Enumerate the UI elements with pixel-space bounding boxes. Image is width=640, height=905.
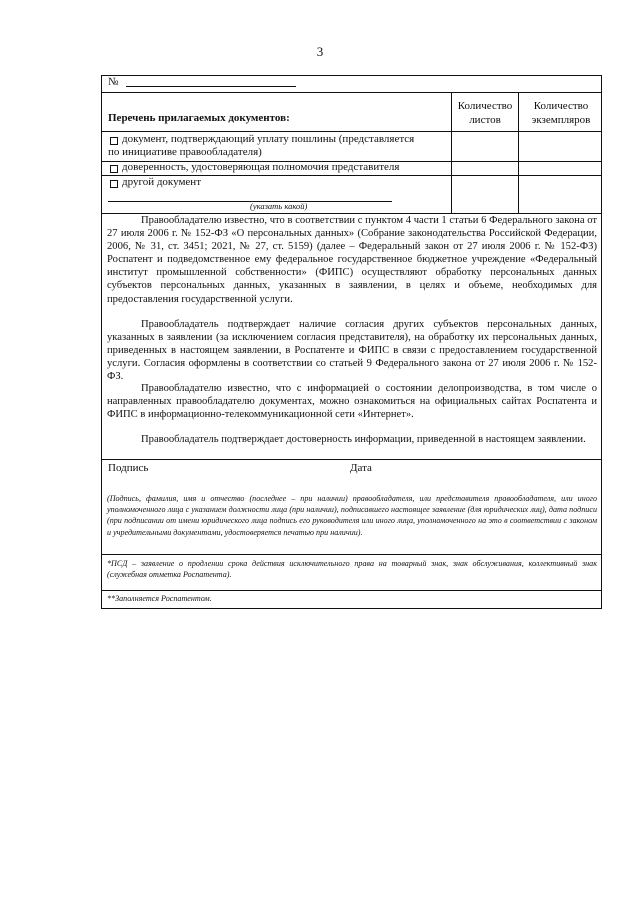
doc-fee-payment-line2: по инициативе правообладателя): [108, 146, 262, 158]
documents-list-title: Перечень прилагаемых документов:: [108, 112, 290, 124]
page-number: 3: [316, 44, 324, 59]
checkbox-power-of-attorney[interactable]: [110, 165, 118, 173]
column-divider-1: [451, 92, 452, 213]
row-divider: [102, 554, 601, 555]
row-divider: [102, 131, 601, 132]
doc-other-hint: (указать какой): [250, 201, 308, 211]
consent-paragraph-2: Правообладатель подтверждает наличие согласия других субъектов персональных данных, указанных в заявлении (за исключением согласия представителя), на обработку их персональных данных, приведенных в настоящем заявлении, в Роспатенте и ФИПС в связи с предоставлением государственной услуги. Согласия оформлены в соответствии со статьей 9 Федерального закона от 27 июля 2006 г. № 152-ФЗ.: [107, 319, 597, 383]
row-divider: [102, 92, 601, 93]
doc-other: другой документ: [122, 176, 202, 188]
number-field-line: [126, 86, 296, 87]
col-header-copies: Количество экземпляров: [531, 100, 591, 126]
signature-label: Подпись: [108, 462, 149, 474]
row-divider: [102, 590, 601, 591]
row-divider: [102, 459, 601, 460]
signature-note: (Подпись, фамилия, имя и отчество (последнее – при наличии) правообладателя, или представителя правообладателя, или иного уполномоченного лица с указанием должности лица (при наличии), подписавшего настоящее заявление (для юридических лиц), дата подписи (при подписании от имени юридического лица подпись его руководителя или иного лица, уполномоченного на это в соответствии с законом и учредительными документами, удостоверяется печатью при наличии).: [107, 494, 597, 537]
doc-power-of-attorney: доверенность, удостоверяющая полномочия представителя: [122, 161, 400, 173]
consent-paragraph-4: Правообладатель подтверждает достоверность информации, приведенной в настоящем заявлении.: [141, 434, 586, 445]
doc-fee-payment-line1: документ, подтверждающий уплату пошлины (представляется: [122, 133, 415, 145]
application-form-table: [101, 75, 602, 609]
consent-paragraph-1: Правообладателю известно, что в соответствии с пунктом 4 части 1 статьи 6 Федерального закона от 27 июля 2006 г. № 152-ФЗ «О персональных данных» (Собрание законодательства Российской Федерации, 2006, № 31, ст. 3451; 2021, № 27, ст. 5159) (далее – Федеральный закон от 27 июля 2006 г. № 152-ФЗ) Роспатент и подведомственное ему федеральное государственное бюджетное учреждение «Федеральный институт промышленной собственности» (ФИПС) осуществляют обработку персональных данных субъектов персональных данных, указанных в заявлении, в целях и объеме, необходимых для предоставления государственной услуги.: [107, 215, 597, 305]
col-header-sheets: Количество листов: [457, 100, 513, 126]
footnote-psd: *ПСД – заявление о продлении срока действия исключительного права на товарный знак, знак обслуживания, коллективный знак (служебная отметка Роспатента).: [107, 559, 597, 580]
number-label: №: [108, 76, 119, 88]
date-label: Дата: [350, 462, 372, 474]
consent-paragraph-3: Правообладателю известно, что с информацией о состоянии делопроизводства, в том числе о направленных правообладателю документах, можно ознакомиться на официальных сайтах Роспатента и ФИПС в информационно-телекоммуникационной сети «Интернет».: [107, 383, 597, 421]
checkbox-fee-payment[interactable]: [110, 137, 118, 145]
checkbox-other-document[interactable]: [110, 180, 118, 188]
footnote-rospatent: **Заполняется Роспатентом.: [107, 594, 212, 603]
column-divider-2: [518, 92, 519, 213]
